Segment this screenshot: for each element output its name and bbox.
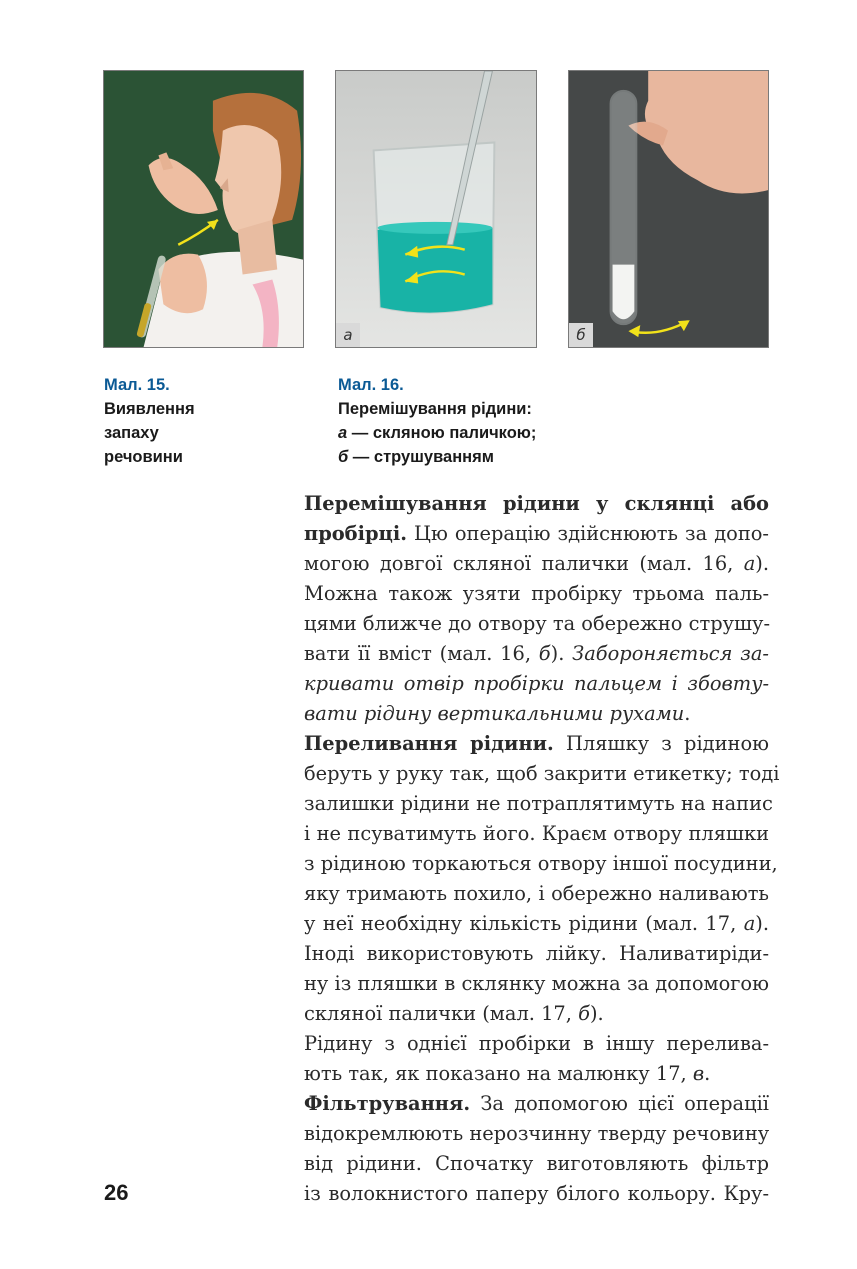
text-line <box>282 819 769 849</box>
text-line <box>282 1089 769 1119</box>
text-run: ). <box>755 912 769 935</box>
warning-text: Забороняється за- <box>572 642 769 665</box>
text-run: з рідиною торкаються отвору іншої посудини, <box>304 852 778 875</box>
text-run: Пляшку з рідиною <box>553 732 769 755</box>
item-b-letter: б <box>338 448 349 466</box>
text-line <box>282 639 769 669</box>
heading-filtering: Фільтрування. <box>304 1092 471 1115</box>
text-run: у неї необхідну кількість рідини (мал. 17, <box>304 912 744 935</box>
page-number: 26 <box>104 1180 129 1205</box>
text-run: і не псуватимуть його. Краєм отвору пляшки <box>304 822 769 845</box>
text-run: Іноді використовують лійку. Наливатиріди- <box>304 942 769 965</box>
text-line <box>282 1179 769 1209</box>
text-run: ють так, як показано на малюнку 17, <box>304 1062 693 1085</box>
figure-15-line-2: запаху <box>104 424 159 442</box>
text-run: залишки рідини не потраплятимуть на напис <box>304 792 773 815</box>
text-run: . <box>704 1062 711 1085</box>
plate-label-b: б <box>569 323 593 347</box>
body-text <box>282 489 780 1209</box>
item-a-text: — скляною паличкою; <box>347 424 537 442</box>
text-run: із волокнистого паперу білого кольору. Кру- <box>304 1182 769 1205</box>
plate-label-a: а <box>336 323 360 347</box>
text-line <box>282 1149 769 1179</box>
heading-stirring-cont: пробірці. <box>304 522 407 545</box>
text-line <box>282 879 769 909</box>
paragraph-pouring <box>282 729 780 1029</box>
text-run: Можна також узяти пробірку трьома паль- <box>304 582 769 605</box>
italic-letter: в <box>692 1062 705 1085</box>
text-line <box>282 519 769 549</box>
text-run: За допомогою цієї операції <box>470 1092 769 1115</box>
heading-pouring: Переливання рідини. <box>304 732 554 755</box>
italic-letter: а <box>743 912 756 935</box>
text-run: ). <box>550 642 573 665</box>
italic-letter: б <box>538 642 551 665</box>
text-line <box>282 759 780 789</box>
figure-15-line-1: Виявлення <box>104 400 195 418</box>
text-run: Цю операцію здійснюють за допо- <box>406 522 769 545</box>
heading-stirring: Перемішування рідини у склянці або <box>304 492 769 515</box>
text-line <box>282 789 773 819</box>
text-run: відокремлюють нерозчинну тверду речовину <box>304 1122 770 1145</box>
figure-16-line-1: Перемішування рідини: <box>338 400 532 418</box>
test-tube-shaking-illustration <box>569 71 768 347</box>
text-line <box>282 909 769 939</box>
item-a-letter: а <box>338 424 348 442</box>
text-line <box>282 609 769 639</box>
paragraph-filtering <box>282 1089 769 1209</box>
text-run: ). <box>755 552 769 575</box>
figure-15-title: Мал. 15. <box>104 376 170 394</box>
figure-15-photo <box>103 70 304 348</box>
figure-16-item-b <box>338 445 758 469</box>
smelling-substance-illustration <box>104 71 303 347</box>
text-line <box>282 939 769 969</box>
figure-16b-photo <box>568 70 769 348</box>
text-line <box>282 969 769 999</box>
figure-16a-photo <box>335 70 537 348</box>
text-line <box>282 1059 769 1089</box>
warning-text: вати рідину вертикальними рухами <box>304 702 685 725</box>
figure-15-caption <box>104 373 324 469</box>
text-run: Рідину з однієї пробірки в іншу перелива- <box>304 1032 769 1055</box>
text-line <box>282 549 769 579</box>
paragraph-tube-transfer <box>282 1029 769 1089</box>
text-line <box>282 699 769 729</box>
item-b-text: — струшуванням <box>348 448 494 466</box>
italic-letter: б <box>578 1002 590 1025</box>
text-run: яку тримають похило, і обережно наливають <box>304 882 769 905</box>
text-line <box>282 1029 769 1059</box>
paragraph-stirring <box>282 489 769 729</box>
figure-15-line-3: речовини <box>104 448 183 466</box>
figure-16-title: Мал. 16. <box>338 376 404 394</box>
text-line <box>282 1119 769 1149</box>
text-run: ну із пляшки в склянку можна за допомогою <box>304 972 769 995</box>
italic-letter: а <box>743 552 756 575</box>
text-run: вати її вміст (мал. 16, <box>304 642 539 665</box>
text-run: ). <box>589 1002 604 1025</box>
text-run: від рідини. Спочатку виготовляють фільтр <box>304 1152 769 1175</box>
figure-16-item-a <box>338 421 758 445</box>
text-line <box>282 999 769 1029</box>
beaker-stirring-illustration <box>336 71 536 347</box>
text-line <box>282 729 769 759</box>
text-run: беруть у руку так, щоб закрити етикетку; тоді <box>304 762 780 785</box>
text-line <box>282 579 769 609</box>
text-line <box>282 849 778 879</box>
figure-16-caption <box>338 373 758 469</box>
warning-text: кривати отвір пробірки пальцем і збовту- <box>304 672 769 695</box>
text-run: скляної палички (мал. 17, <box>304 1002 579 1025</box>
text-line <box>282 669 769 699</box>
text-line <box>282 489 769 519</box>
text-run: . <box>684 702 691 725</box>
text-run: могою довгої скляної палички (мал. 16, <box>304 552 744 575</box>
text-run: цями ближче до отвору та обережно струшу- <box>304 612 771 635</box>
